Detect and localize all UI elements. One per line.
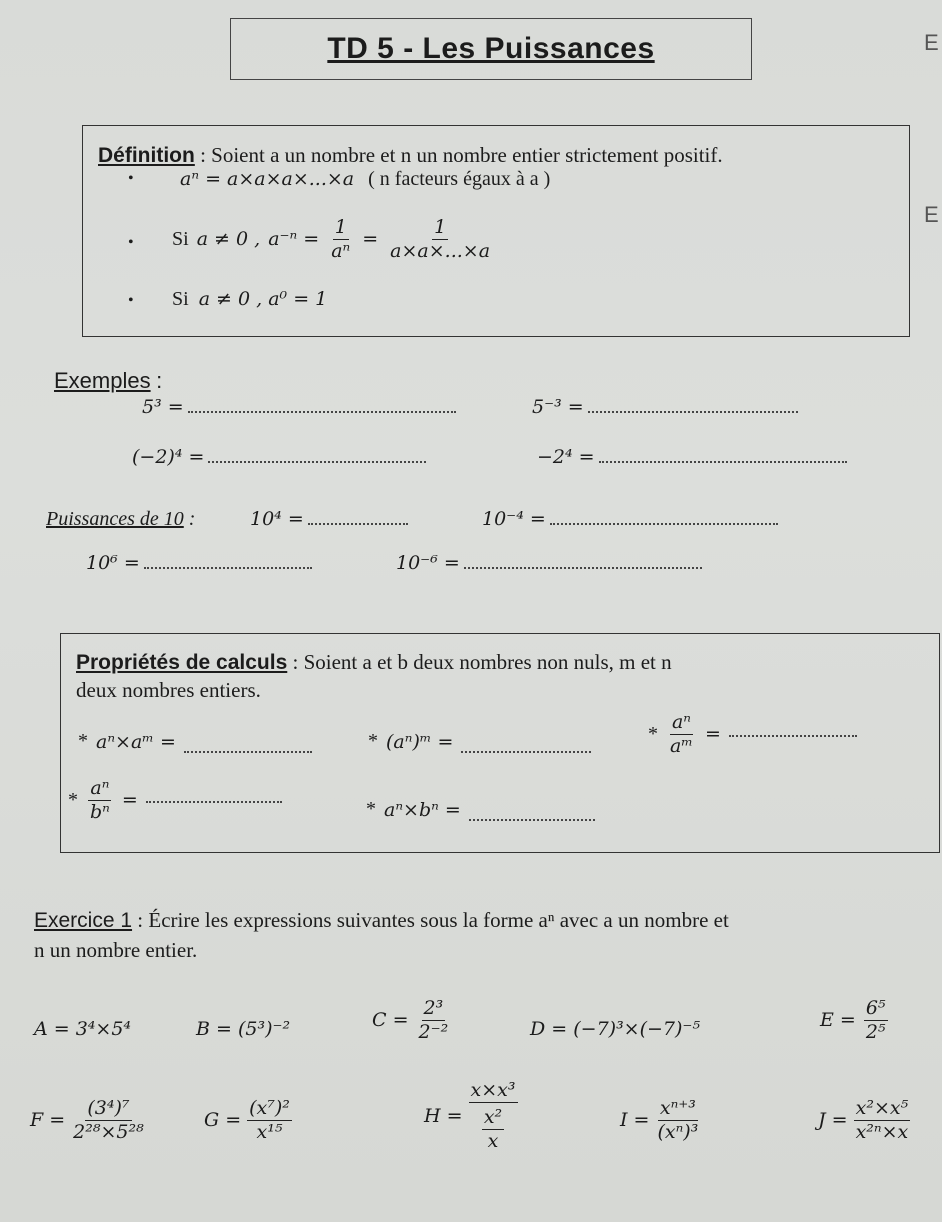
properties-intro: : Soient a et b deux nombres non nuls, m et n xyxy=(292,650,672,674)
power-expr: 10⁶ = xyxy=(86,552,140,574)
equals-sign: = xyxy=(704,723,721,746)
definition-line1 xyxy=(180,168,550,191)
fraction xyxy=(417,998,451,1043)
answer-blank[interactable] xyxy=(550,519,778,525)
fraction-num: (3⁴)⁷ xyxy=(87,1097,130,1119)
fraction xyxy=(864,998,888,1043)
example-expr: 5³ = xyxy=(142,396,184,418)
fraction xyxy=(668,712,695,757)
definition-note1: ( n facteurs égaux à a ) xyxy=(368,168,551,190)
definition-line xyxy=(98,143,723,168)
answer-blank[interactable] xyxy=(208,457,426,463)
expression-lhs: H = xyxy=(424,1104,463,1127)
answer-blank[interactable] xyxy=(729,731,857,737)
example-4 xyxy=(537,446,847,468)
fraction-den: 2⁻² xyxy=(418,1020,449,1043)
examples-heading xyxy=(54,368,162,394)
power10-2 xyxy=(482,508,778,530)
answer-blank[interactable] xyxy=(599,457,847,463)
answer-blank[interactable] xyxy=(588,407,798,413)
property-3 xyxy=(648,712,857,757)
property-expr: (aⁿ)ᵐ = xyxy=(386,731,454,753)
power-expr: 10⁻⁴ = xyxy=(482,508,546,530)
expression-b: B = (5³)⁻² xyxy=(196,1018,291,1040)
exercise1-label: Exercice 1 xyxy=(34,909,133,932)
fraction-den: 2⁵ xyxy=(865,1020,886,1043)
bullet: • xyxy=(128,170,134,187)
expression-lhs: F = xyxy=(30,1109,66,1132)
fraction-den: x²ⁿ×x xyxy=(855,1120,909,1143)
property-4 xyxy=(68,778,282,823)
colon: : xyxy=(156,368,163,393)
colon: : xyxy=(188,508,196,530)
answer-blank[interactable] xyxy=(184,747,312,753)
fraction-den: bⁿ xyxy=(90,800,110,823)
fraction-num: 1 xyxy=(434,216,447,238)
fraction xyxy=(71,1098,146,1143)
bullet: • xyxy=(128,292,134,309)
definition-line2: Si a ≠ 0 , a⁻ⁿ = $\frac{1}{\text{aⁿ}}$ = $\frac{1}{a\times a\times...\times a}$ xyxy=(172,216,491,262)
fraction xyxy=(388,217,492,262)
fraction-num: 2³ xyxy=(423,997,444,1019)
expression-lhs: C = xyxy=(372,1009,409,1032)
fraction xyxy=(329,217,352,262)
expression-h xyxy=(424,1080,520,1152)
property-2 xyxy=(368,730,591,753)
edge-mark: E xyxy=(924,202,939,227)
example-expr: −2⁴ = xyxy=(537,446,595,468)
powers10-heading xyxy=(46,508,195,531)
powers10-label: Puissances de 10 xyxy=(46,508,184,530)
property-expr: aⁿ×aᵐ = xyxy=(96,731,176,753)
example-3 xyxy=(132,446,426,468)
expression-lhs: E = xyxy=(820,1009,856,1032)
fraction-num: (x⁷)² xyxy=(249,1097,290,1119)
fraction-num: 1 xyxy=(334,216,347,238)
definition-formula1: aⁿ = a×a×a×...×a xyxy=(180,168,355,190)
fraction-num: aⁿ xyxy=(90,777,110,799)
expression-g xyxy=(204,1098,294,1143)
example-expr: 5⁻³ = xyxy=(532,396,584,418)
fraction-den: x¹⁵ xyxy=(256,1120,283,1143)
bullet-star: * xyxy=(366,798,376,820)
definition-label: Définition xyxy=(98,144,195,167)
fraction xyxy=(88,778,112,823)
definition-cond: a ≠ 0 , xyxy=(196,228,261,251)
power-expr: 10⁴ = xyxy=(250,508,304,530)
definition-neg-exp: a⁻ⁿ = xyxy=(268,228,320,251)
definition-si: Si xyxy=(172,227,189,250)
expression-c xyxy=(372,998,452,1043)
example-1 xyxy=(142,396,456,418)
page-title: TD 5 - Les Puissances xyxy=(327,32,655,65)
example-2 xyxy=(532,396,798,418)
answer-blank[interactable] xyxy=(188,407,456,413)
edge-mark: E xyxy=(924,30,939,55)
fraction-den: aᵐ xyxy=(670,734,693,757)
answer-blank[interactable] xyxy=(308,519,408,525)
properties-intro2: deux nombres entiers. xyxy=(76,678,261,702)
fraction-den: x xyxy=(487,1129,499,1152)
fraction-den: aⁿ xyxy=(331,239,351,262)
expression-lhs: I = xyxy=(620,1109,650,1132)
fraction xyxy=(655,1098,700,1143)
properties-line xyxy=(76,650,672,675)
bullet-star: * xyxy=(68,788,78,811)
fraction xyxy=(247,1098,292,1143)
fraction-den: (xⁿ)³ xyxy=(657,1120,699,1143)
fraction-den xyxy=(478,1103,508,1152)
fraction-num: x×x³ xyxy=(470,1079,516,1101)
bullet-star: * xyxy=(78,730,88,752)
bullet-star: * xyxy=(368,730,378,752)
title-box xyxy=(230,18,752,80)
power-expr: 10⁻⁶ = xyxy=(396,552,460,574)
example-expr: (−2)⁴ = xyxy=(132,446,205,468)
answer-blank[interactable] xyxy=(146,797,282,803)
expression-e xyxy=(820,998,890,1043)
answer-blank[interactable] xyxy=(144,563,312,569)
exercise1-text2: n un nombre entier. xyxy=(34,938,198,962)
definition-si: Si xyxy=(172,288,189,310)
definition-line3 xyxy=(172,288,327,311)
expression-lhs: G = xyxy=(204,1109,242,1132)
expression-d: D = (−7)³×(−7)⁻⁵ xyxy=(530,1018,701,1040)
expression-i xyxy=(620,1098,702,1143)
fraction-num: x²×x⁵ xyxy=(855,1097,909,1119)
power10-1 xyxy=(250,508,408,530)
fraction xyxy=(469,1080,518,1152)
answer-blank[interactable] xyxy=(469,815,595,821)
fraction-den: 2²⁸×5²⁸ xyxy=(73,1120,144,1143)
property-1 xyxy=(78,730,312,753)
bullet: • xyxy=(128,234,134,251)
property-5 xyxy=(366,798,595,821)
definition-intro: : Soient a un nombre et n un nombre entier strictement positif. xyxy=(200,143,723,167)
power10-3 xyxy=(86,552,312,574)
expression-f xyxy=(30,1098,148,1143)
bullet-star: * xyxy=(648,722,658,745)
definition-zero-exp: a ≠ 0 , a⁰ = 1 xyxy=(198,288,328,310)
fraction xyxy=(854,1098,911,1143)
property-expr: aⁿ×bⁿ = xyxy=(384,799,461,821)
fraction-num: aⁿ xyxy=(671,711,691,733)
expression-j xyxy=(818,1098,912,1143)
answer-blank[interactable] xyxy=(464,563,702,569)
equals-sign: = xyxy=(121,789,138,812)
examples-label: Exemples xyxy=(54,368,151,393)
answer-blank[interactable] xyxy=(461,747,591,753)
nested-fraction xyxy=(482,1107,504,1152)
fraction-den: a×a×...×a xyxy=(390,239,491,262)
exercise1-text: : Écrire les expressions suivantes sous la forme aⁿ avec a un nombre et xyxy=(137,908,729,932)
fraction-num: 6⁵ xyxy=(865,997,886,1019)
power10-4 xyxy=(396,552,702,574)
properties-label: Propriétés de calculs xyxy=(76,651,288,674)
expression-lhs: J = xyxy=(818,1109,848,1132)
exercise1-line xyxy=(34,908,729,933)
fraction-num: xⁿ⁺³ xyxy=(659,1097,696,1119)
fraction-num: x² xyxy=(483,1105,503,1128)
expression-a: A = 3⁴×5⁴ xyxy=(34,1018,132,1040)
